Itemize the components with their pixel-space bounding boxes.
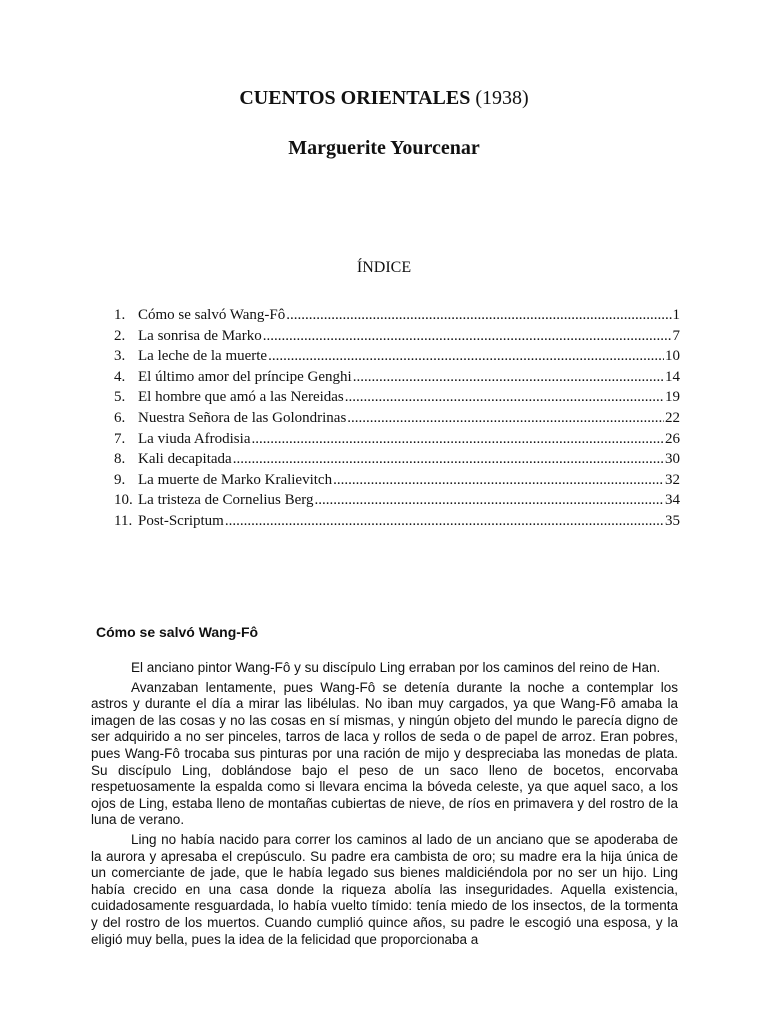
toc-entry-title: La leche de la muerte xyxy=(138,348,268,365)
toc-entry-number: 3. xyxy=(114,348,126,365)
toc-entry-number: 7. xyxy=(114,430,126,447)
toc-entry-title: Kali decapitada xyxy=(138,451,232,468)
toc-entry-page: 34 xyxy=(665,492,680,509)
story-paragraph: El anciano pintor Wang-Fô y su discípulo Ling erraban por los caminos del reino de Han. xyxy=(131,660,661,675)
toc-entry[interactable] xyxy=(114,367,680,388)
toc-entry[interactable] xyxy=(114,305,680,326)
toc-leader-dots xyxy=(251,429,664,450)
book-author: Marguerite Yourcenar xyxy=(288,137,480,159)
toc-entry[interactable] xyxy=(114,326,680,347)
toc-entry-number: 9. xyxy=(114,471,126,488)
toc-leader-dots xyxy=(268,346,664,367)
toc-leader-dots xyxy=(225,511,664,532)
story-body xyxy=(91,660,678,951)
toc-leader-dots xyxy=(353,367,664,388)
toc-entry-number: 1. xyxy=(114,307,126,323)
toc-entry-title: La tristeza de Cornelius Berg xyxy=(138,492,314,509)
toc-entry-page: 10 xyxy=(665,348,680,365)
toc-entry-title: La viuda Afrodisia xyxy=(138,430,251,447)
toc-entry[interactable] xyxy=(114,408,680,429)
toc-leader-dots xyxy=(263,326,672,347)
toc-entry-page: 14 xyxy=(665,368,680,385)
toc-entry-page: 1 xyxy=(672,307,680,323)
toc-entry-number: 10. xyxy=(114,492,133,509)
story-paragraph: Avanzaban lentamente, pues Wang-Fô se detenía durante la noche a contemplar los astros y durante el día a mirar las libélulas. No iban muy cargados, ya que Wang-Fô amaba la imagen de las cosas y no las cosas en sí mismas, y ningún objeto del mundo le parecía digno de ser adquirido a no ser pinceles, tarros de laca y rollos de seda o de papel de arroz. Eran pobres, pues Wang-Fô trocaba sus pinturas por una ración de mijo y despreciaba las monedas de plata. Su discípulo Ling, doblándose bajo el peso de un saco lleno de bocetos, encorvaba respetuosamente la espalda como si llevara encima la bóveda celeste, ya que aquel saco, a los ojos de Ling, estaba lleno de montañas cubiertas de nieve, de ríos en primavera y del rostro de la luna de verano. xyxy=(91,679,678,828)
toc-entry-number: 4. xyxy=(114,368,126,385)
toc-entry-page: 35 xyxy=(665,512,680,529)
toc-leader-dots xyxy=(233,449,664,470)
book-title: CUENTOS ORIENTALES xyxy=(239,87,471,109)
toc-entry-number: 11. xyxy=(114,512,133,529)
toc-entry-page: 26 xyxy=(665,430,680,447)
toc-entry-title: Nuestra Señora de las Golondrinas xyxy=(138,409,347,426)
toc-entry[interactable] xyxy=(114,490,680,511)
toc-entry-title: La sonrisa de Marko xyxy=(138,327,262,344)
toc-entry-title: Post-Scriptum xyxy=(138,512,224,529)
toc-leader-dots xyxy=(333,470,664,491)
toc-leader-dots xyxy=(286,305,671,326)
toc-entry-page: 30 xyxy=(665,451,680,468)
toc-entry[interactable] xyxy=(114,387,680,408)
toc-entry[interactable] xyxy=(114,511,680,532)
toc-leader-dots xyxy=(347,408,664,429)
toc-leader-dots xyxy=(315,490,664,511)
toc-entry-page: 32 xyxy=(665,471,680,488)
story-title: Cómo se salvó Wang-Fô xyxy=(96,624,259,640)
toc-entry-title: El hombre que amó a las Nereidas xyxy=(138,389,344,406)
toc-entry-title: Cómo se salvó Wang-Fô xyxy=(138,307,286,323)
toc-leader-dots xyxy=(345,387,664,408)
toc-entry-page: 7 xyxy=(672,327,680,344)
table-of-contents xyxy=(114,305,680,532)
toc-entry[interactable] xyxy=(114,429,680,450)
toc-entry-page: 22 xyxy=(665,409,680,426)
toc-entry-number: 8. xyxy=(114,451,126,468)
toc-entry[interactable] xyxy=(114,346,680,367)
toc-entry-title: El último amor del príncipe Genghi xyxy=(138,368,352,385)
toc-entry-number: 6. xyxy=(114,409,126,426)
toc-entry-number: 2. xyxy=(114,327,126,344)
toc-entry-number: 5. xyxy=(114,389,126,406)
toc-entry-page: 19 xyxy=(665,389,680,406)
toc-entry-title: La muerte de Marko Kralievitch xyxy=(138,471,333,488)
toc-entry[interactable] xyxy=(114,449,680,470)
story-paragraph: Ling no había nacido para correr los caminos al lado de un anciano que se apoderaba de la aurora y apresaba el crepúsculo. Su padre era cambista de oro; su madre era la hija única de un comerciante de jade, que le había legado sus bienes maldiciéndola por no ser un hijo. Ling había crecido en una casa donde la riqueza abolía las inseguridades. Aquella existencia, cuidadosamente resguardada, lo había vuelto tímido: tenía miedo de los insectos, de la tormenta y del rostro de los muertos. Cuando cumplió quince años, su padre le escogió una esposa, y la eligió muy bella, pues la idea de la felicidad que proporcionaba a xyxy=(91,831,678,947)
toc-entry[interactable] xyxy=(114,470,680,491)
book-year: (1938) xyxy=(475,87,529,109)
index-heading: ÍNDICE xyxy=(356,259,412,276)
book-title-line xyxy=(0,86,768,110)
